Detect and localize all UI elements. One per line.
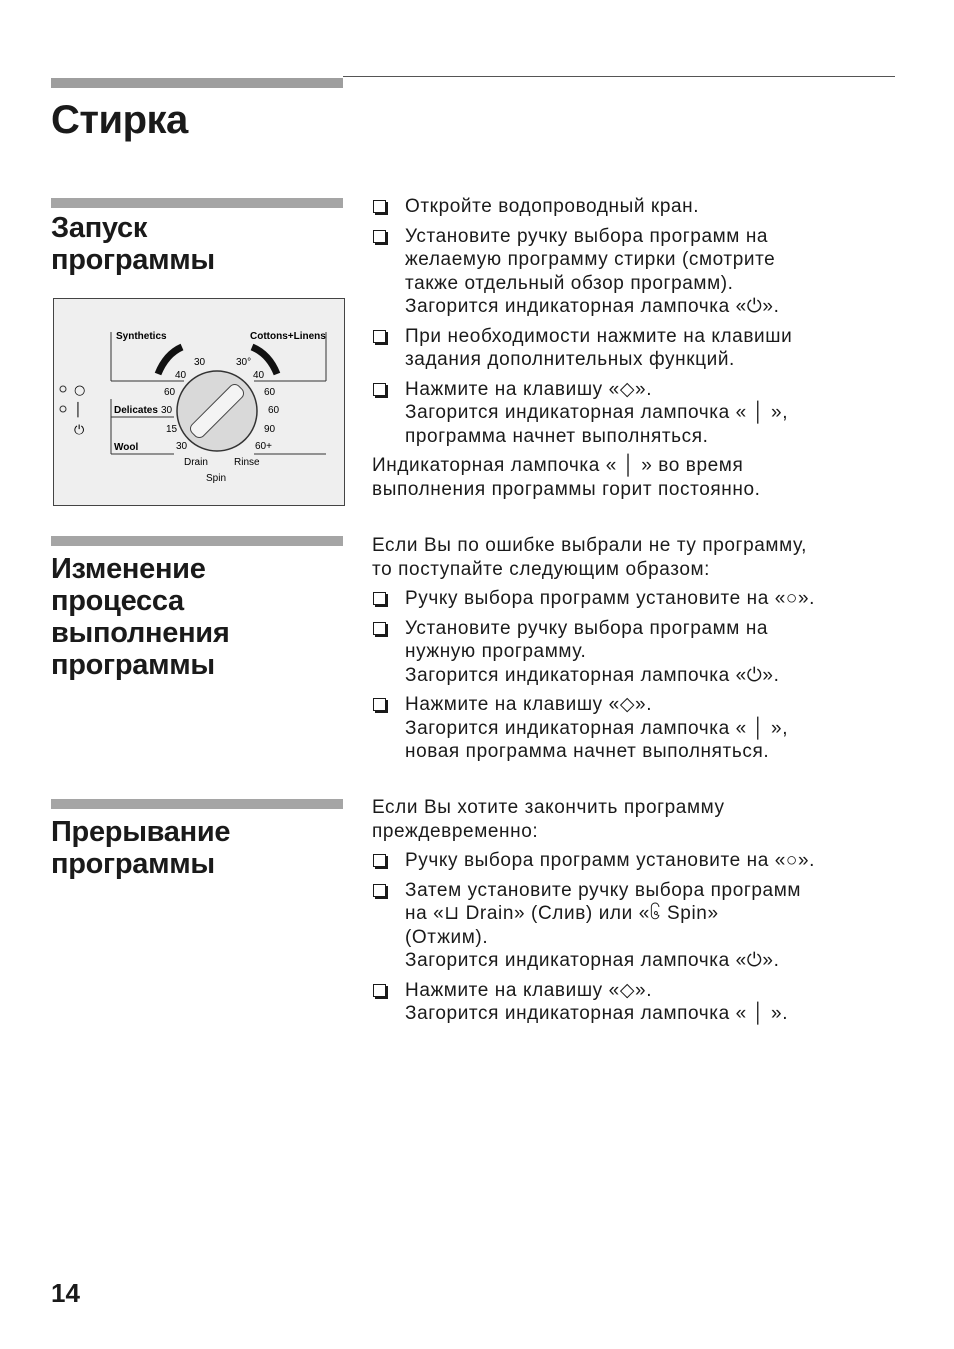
page-title: Стирка (51, 98, 188, 142)
indicator-run-icon: │ (74, 403, 82, 418)
section-heading-interrupt: Прерывание программы (51, 816, 231, 880)
program-dial-figure (53, 298, 345, 506)
list-item: При необходимости нажмите на клавиши задания дополнительных функций. (372, 325, 902, 372)
checkbox-bullet-icon (373, 383, 386, 396)
indicator-led (60, 406, 66, 412)
tick-label: 15 (166, 424, 178, 435)
list-item: Нажмите на клавишу «◇». Загорится индикаторная лампочка « │ », программа начнет выполняться. (372, 378, 902, 449)
tick-label: 90 (264, 424, 276, 435)
label-synthetics: Synthetics (116, 331, 167, 342)
tick-label: 30 (194, 357, 206, 368)
list-item: Нажмите на клавишу «◇». Загорится индикаторная лампочка « │ ». (372, 979, 902, 1026)
checkbox-bullet-icon (373, 854, 386, 867)
label-delicates: Delicates (114, 405, 158, 416)
list-item: Установите ручку выбора программ на нужную программу. Загорится индикаторная лампочка «⏻». (372, 617, 902, 688)
tick-label: 30° (236, 357, 252, 368)
section-heading-change: Изменение процесса выполнения программы (51, 553, 230, 681)
note-paragraph: Индикаторная лампочка « │ » во время выполнения программы горит постоянно. (372, 455, 761, 500)
tick-label: 60+ (255, 441, 272, 452)
tick-label: 30 (176, 441, 188, 452)
section-rule (51, 536, 343, 546)
list-item: Ручку выбора программ установите на «○». (372, 587, 902, 611)
label-drain: Drain (184, 457, 208, 468)
section-heading-start: Запуск программы (51, 212, 215, 276)
indicator-off-icon: ○ (74, 383, 86, 398)
label-rinse: Rinse (234, 457, 260, 468)
section-body-interrupt (372, 796, 902, 1032)
tick-label: 60 (268, 405, 280, 416)
intro-paragraph: Если Вы по ошибке выбрали не ту программу, то поступайте следующим образом: (372, 535, 808, 580)
tick-label: 30 (161, 405, 173, 416)
indicator-led (60, 386, 66, 392)
label-wool: Wool (114, 442, 139, 453)
tick-label: 60 (264, 387, 276, 398)
list-item: Установите ручку выбора программ на желаемую программу стирки (смотрите также отдельный обзор программ). Загорится индикаторная лампочка «⏻». (372, 225, 902, 319)
dial-illustration (54, 299, 344, 505)
section-body-change (372, 534, 902, 770)
checkbox-bullet-icon (373, 622, 386, 635)
section-rule (51, 198, 343, 208)
list-item: Откройте водопроводный кран. (372, 195, 902, 219)
tick-label: 60 (164, 387, 176, 398)
checkbox-bullet-icon (373, 330, 386, 343)
checkbox-bullet-icon (373, 230, 386, 243)
section-body-start (372, 195, 902, 507)
checkbox-bullet-icon (373, 592, 386, 605)
tick-label: 40 (175, 370, 187, 381)
list-item: Ручку выбора программ установите на «○». (372, 849, 902, 873)
checkbox-bullet-icon (373, 984, 386, 997)
section-rule (51, 799, 343, 809)
list-item: Нажмите на клавишу «◇». Загорится индикаторная лампочка « │ », новая программа начнет выполняться. (372, 693, 902, 764)
checkbox-bullet-icon (373, 884, 386, 897)
header-rule-thick (51, 78, 343, 88)
label-cottons: Cottons+Linens (250, 331, 326, 342)
label-spin: Spin (206, 473, 227, 484)
intro-paragraph: Если Вы хотите закончить программу преждевременно: (372, 797, 725, 842)
checkbox-bullet-icon (373, 698, 386, 711)
header-rule-thin (343, 76, 895, 77)
tick-label: 40 (253, 370, 265, 381)
indicator-ready-icon: ⏻ (74, 423, 85, 438)
checkbox-bullet-icon (373, 200, 386, 213)
page-number: 14 (51, 1278, 80, 1308)
list-item: Затем установите ручку выбора программ на «⊔ Drain» (Слив) или «၆ Spin» (Отжим). Загорится индикаторная лампочка «⏻». (372, 879, 902, 973)
